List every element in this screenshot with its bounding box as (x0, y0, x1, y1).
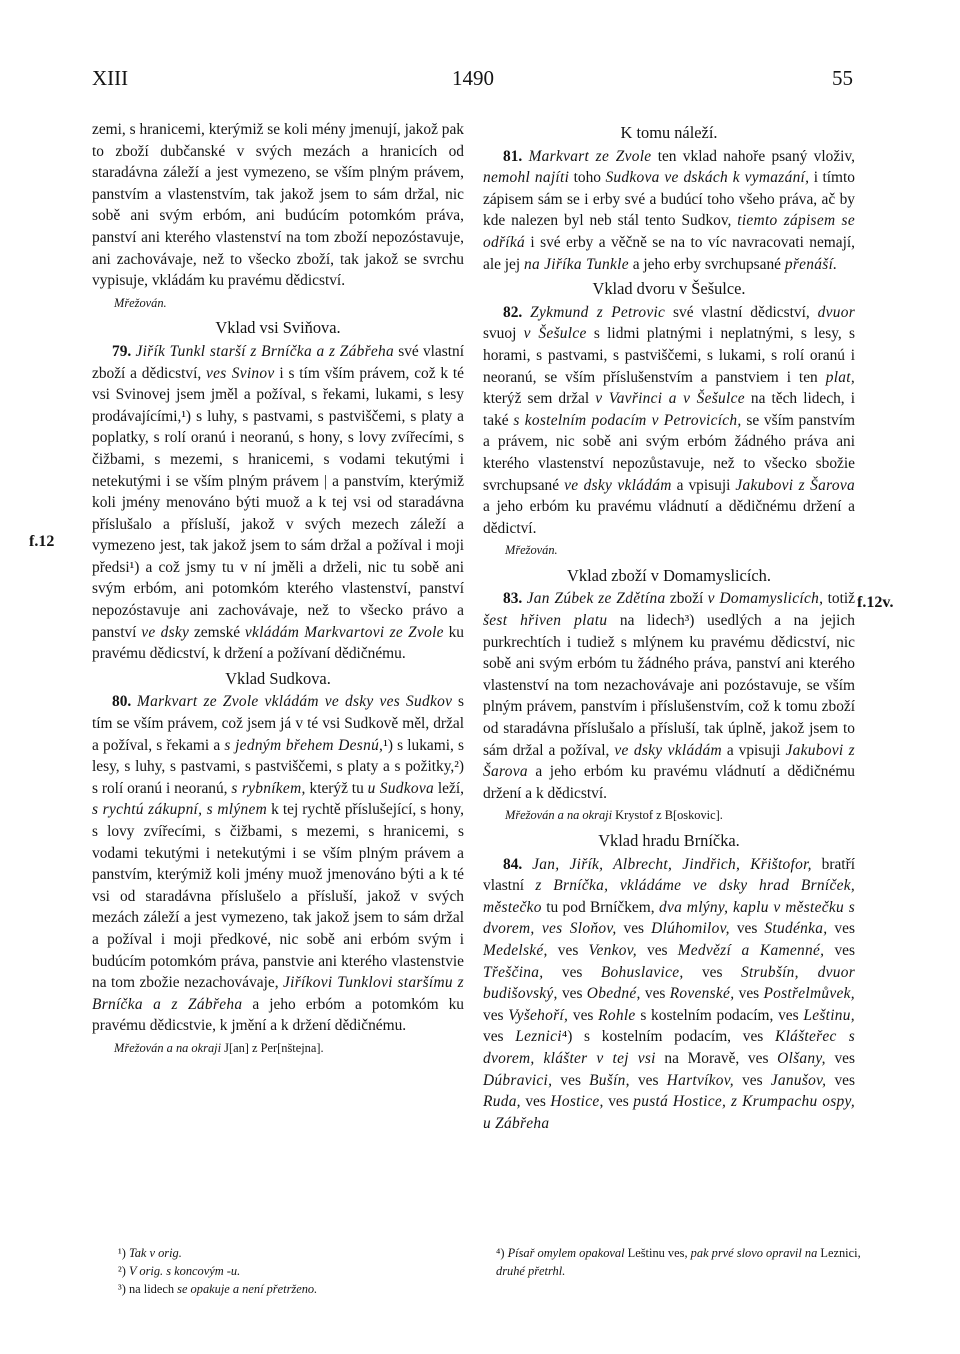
entry-80 (92, 691, 464, 1037)
entry-text: totiž (827, 590, 855, 608)
person-name: Markvart ze Zvole (528, 147, 652, 165)
entry-text: zemské (193, 623, 241, 641)
entry-text: i tímto zápisem sám se i erby své a budúcí toho všeho práva, ač by kde nalezen byl neb stál tento Sudkov, (483, 169, 855, 230)
person-name: Jakubovi z Šarova (483, 741, 855, 781)
place-name: Bušín, (589, 1071, 630, 1089)
person-name: Jan, Jiřík, Albrecht, Jindřich, Křištofor, (532, 855, 812, 873)
place-name: Medelské, (483, 941, 548, 959)
entry-text: na Moravě, ves (664, 1049, 769, 1067)
entry-text: ves (483, 1006, 504, 1024)
entry-text: ves (572, 1006, 594, 1024)
entry-text: a jeho erby svrchupsané (632, 255, 782, 273)
footnote-text: Leštinu ves, (627, 1246, 688, 1260)
entry-text: ves (525, 1093, 546, 1111)
entry-text: ves (834, 941, 855, 959)
footnote (118, 1244, 418, 1262)
entry-text: ¹) s lukami, s lesy, s luhy, s pastvami, s pastviščemi, s platy a s požitky,²) s rolí oranú i neoranú, (92, 736, 465, 797)
person-name: Jiřík Tunkl starší z Brníčka a z Zábřeha (135, 342, 395, 360)
place-name: Strubšín, dvuor budišovský, (483, 963, 855, 1003)
place-name: Leznici (515, 1028, 562, 1046)
emphasis: šest hřiven platu (483, 612, 608, 630)
footnote-text: Tak v orig. (128, 1246, 182, 1260)
place-name: Venkov, (588, 941, 637, 959)
entry-text: a jeho erbóm ku pravému vládnutí a dědičnému držení a dědictví. (483, 498, 855, 537)
entry-text: i s tím vším právem, což k té vsi Svinovej jsem jměl a požíval, s řekami, lukami, s lesy prodávajícími,¹) s luhy, s pastvami, s pastviščemi, s platy a poplatky, s rolí oranú i neoranú, s hony, s lovy zvířecími, s čižbami, s mezemi, s hranicemi, s vodami tekutými i netekutými i se vším plným právem (92, 364, 464, 490)
entry-text: i své erby a věčně se na to víc navracovati nemají, ale jej (483, 233, 855, 273)
footnote-text: na lidech (128, 1282, 175, 1296)
entry-number: 84. (503, 855, 523, 873)
entry-heading: K tomu náleží. (620, 123, 718, 142)
entry-text: ves (647, 941, 668, 959)
place-name: pustá Hostice, z Krumpachu ospy, u Zábřeha (483, 1093, 855, 1132)
entry-text: ves (561, 985, 583, 1003)
entry-text: ves (736, 920, 758, 938)
place-name: Třeščina, (483, 963, 544, 981)
entry-text: kterýž sem držal (483, 390, 590, 408)
entry-heading: Vklad zboží v Domamyslicích. (567, 565, 771, 585)
entry-text: a jeho erbóm a potomkóm ku pravému dědicstvie, k jmění a k držení dědičnému. (92, 995, 465, 1035)
emphasis: s kostelním podacím v Petrovicích, (513, 411, 742, 429)
entry-number: 83. (503, 590, 523, 608)
place-name: Bohuslavice, (600, 963, 684, 981)
entry-text: ves (560, 1071, 581, 1089)
entry-text: ves (608, 1093, 629, 1111)
entry-text: leží, (437, 779, 464, 797)
place-name: Dlúhomilov, (651, 920, 730, 938)
entry-text: a jeho erbóm ku pravému vládnutí a dědičnému držení a k dědicství. (483, 763, 855, 802)
footnote-mark: ³) (118, 1282, 126, 1296)
emphasis: dvuor (817, 303, 855, 321)
entry-82 (483, 302, 855, 540)
place-name: Vyšehoří, (508, 1006, 569, 1024)
entry-text: ves (834, 920, 855, 938)
emphasis: ve dsky (141, 623, 190, 641)
entry-text: a vpisuji (676, 476, 731, 494)
place-name: Postřelmůvek, (763, 985, 855, 1003)
folio-marker-left: f.12 (29, 533, 55, 550)
place-name: Medvězí a Kamenné, (677, 941, 825, 959)
entry-text: a panstvím, kterýmiž koli jmény menováno býti muož a k tej vsi od staradávna příslušalo a přísluší, jakož v svých mezech záleží a vymezeno jest, tak jakož jsem to sám držal a požíval i moji předsi¹) a což jsmy tu v ní jměli a drželi, nic tu sobě ani svým erbóm, ani potomkóm kterého vlastenství, panství nepozóstavuje ani zachovávaje, než to všecko právo a panství (92, 472, 464, 641)
annotation-text: Mřežován a na okraji (505, 808, 613, 823)
annotation-name: Krystof z B[oskovic]. (615, 808, 723, 823)
entry-heading: Vklad dvoru v Šešulce. (592, 279, 746, 299)
entry-text: ves (742, 1071, 763, 1089)
emphasis: z Brníčka, vkládáme ve dsky hrad Brníček, městečko (483, 877, 855, 916)
place-name: Obedné, (586, 985, 641, 1003)
entry-83 (483, 588, 855, 804)
entry-text: ves (701, 963, 723, 981)
entry-text: ⁴) s kostelním podacím, ves (561, 1028, 764, 1046)
entry-text: na lidech³) usedlých a na jejich purkrechtích i tudiež s mlýnem ku pravému dědicství, nic sobě ani svým erbóm tu žádného práva, panství ani kterého vlastenství na tom nezachovávaje ani pozóstavuje, se vším plným právem, panstvím i příslušenstvím, což k tomu zboží od staradávna příslušalo a přísluší, tak úplně, jakož jsem to sám držal a požíval, (483, 612, 855, 759)
entry-text: ves (483, 1028, 504, 1046)
footnote-mark: ²) (118, 1264, 126, 1278)
entry-text: ves (637, 1071, 659, 1089)
place-name: v Vavřinci a v Šešulce (595, 390, 745, 408)
emphasis: s rybníkem, (231, 779, 306, 797)
person-name: Jakubovi z Šarova (735, 476, 855, 494)
entry-text: svuoj (483, 325, 517, 343)
place-name: Rovenské, (669, 985, 735, 1003)
annotation: Mřežován. (114, 295, 167, 310)
entry-text: ves (644, 985, 666, 1003)
place-name: Olšany, (777, 1049, 826, 1067)
person-name: na Jiříka Tunkle (524, 255, 629, 273)
footnotes-left (118, 1244, 418, 1298)
entry-text: toho (573, 169, 601, 187)
footnote-mark: ¹) (118, 1246, 126, 1260)
place-name: Dúbravici, (483, 1071, 553, 1089)
emphasis: nemohl najíti (483, 169, 570, 187)
place-name: v Domamyslicích, (707, 590, 824, 608)
entry-text: na těch lidech, i také (483, 390, 855, 429)
entry-text: a vpisuji (726, 741, 781, 759)
entry-text: s tím se vším právem, což jsem já v té vsi Sudkově měl, držal a požíval, s řekami a (92, 693, 464, 754)
footnote-text: Písař omylem opakoval (507, 1246, 625, 1260)
place-name: Hartvíkov, (666, 1071, 734, 1089)
entry-text: své vlastní dědicství, (673, 303, 810, 321)
entry-78-continuation: zemi, s hranicemi, kterýmiž se koli mény jmenují, jakož pak to zboží dubčanské v svých mezách a hranicích od staradávna záleží a jest vymezeno, se vším plným právem, panstvím a vlastenstvím, tak jakož jsem to sám držal, nic sobě ani svým erbóm, ani budúcím potomkóm práva, panství ani kterého vlastenství na tom zboží nepozóstavuje, ani zachovávaje, než to všecko zboží, tak jakož se svrchu vypisuje, vkládám ku pravému dědicství. (92, 121, 464, 290)
entry-text: se vším panstvím a právem, nic sobě ani svým erbóm žádného práva ani kterého vlastenství nepozůstavuje, než to všecko sbožie svrchupsané (483, 411, 855, 494)
place-name: Rohle (598, 1006, 636, 1024)
emphasis: tiemto zápisem se odříká (483, 212, 855, 251)
annotation-text: Mřežován a na okraji (114, 1040, 222, 1055)
left-column (92, 119, 464, 1062)
entry-text: ves (834, 1071, 855, 1089)
emphasis: vkládám Markvartovi ze Zvole (244, 623, 444, 641)
entry-text: ten vklad nahoře psaný vloživ, (657, 147, 855, 165)
entry-81 (483, 146, 855, 276)
entry-text: s kostelním podacím, ves (640, 1006, 799, 1024)
folio-marker-right: f.12v. (857, 594, 894, 611)
entry-text: kterýž tu (309, 779, 364, 797)
footnote-mark: ⁴) (496, 1246, 505, 1260)
place-name: u Sudkova (367, 779, 435, 797)
annotation-name: J[an] z Per[nštejna]. (224, 1040, 324, 1055)
entry-heading: Vklad vsi Sviňova. (215, 318, 341, 338)
place-name: Janušov, (770, 1071, 827, 1089)
emphasis: dva mlýny, kaplu v městečku s dvorem, ves Sloňov, (483, 898, 855, 938)
entry-number: 81. (503, 147, 523, 165)
entry-79 (92, 341, 464, 665)
annotation (505, 805, 855, 827)
emphasis: s rychtú zákupní, s mlýnem (92, 801, 267, 819)
folio-break-mark: | (323, 472, 328, 490)
entry-number: 79. (112, 342, 132, 360)
footnote (496, 1244, 866, 1280)
emphasis: přenáší. (784, 255, 838, 273)
place-name: v Šešulce (523, 325, 587, 343)
emphasis: ve dsky vkládám (614, 741, 722, 759)
entry-text: ves (623, 920, 645, 938)
person-name: Zykmund z Petrovic (530, 303, 666, 321)
entry-heading: Vklad hradu Brníčka. (598, 831, 740, 850)
emphasis: plat, (825, 368, 855, 386)
entry-text: své vlastní zboží a dědicství, (92, 342, 464, 382)
footnote (118, 1280, 418, 1298)
header-year: 1490 (452, 66, 494, 90)
footnote-text: pak prvé slovo opravil na (690, 1246, 818, 1260)
footnote-text: V orig. s koncovým -u. (128, 1264, 241, 1278)
person-name: Jan Zúbek ze Zdětína (526, 590, 666, 608)
emphasis: s jedným břehem Desnú, (224, 736, 384, 754)
entry-text: bratří vlastní (483, 855, 855, 895)
place-name: Ruda, (483, 1093, 521, 1111)
emphasis: ve dsky vkládám (564, 476, 672, 494)
header-volume: XIII (92, 66, 129, 90)
entry-text: tu pod Brníčkem, (546, 898, 655, 916)
footnote-text: Leznici, (820, 1246, 861, 1260)
entry-text: ves (834, 1049, 855, 1067)
entry-text: ku pravému dědicství, k držení a požívaní dědičnému. (92, 623, 464, 663)
entry-heading: Vklad Sudkova. (225, 668, 331, 688)
place-name: Studénka, (764, 920, 828, 938)
entry-text: s lidmi platnými i neplatnými, s lesy, s horami, s pastvami, s pastviščemi, s lukami, s rolí oranú i neoranú, se vším příslušenstvím a panstviem i ten (483, 325, 855, 386)
place-name: ves Svinov (206, 364, 275, 382)
entry-text: ves (557, 941, 579, 959)
footnote-text: druhé přetrhl. (496, 1264, 566, 1278)
entry-number: 82. (503, 303, 523, 321)
entry-text: ves (738, 985, 760, 1003)
place-name: Leštinu, (803, 1006, 855, 1024)
footnotes-right (496, 1244, 866, 1280)
emphasis: Markvart ze Zvole vkládám ve dsky ves Sudkov (136, 693, 453, 711)
right-column (483, 119, 855, 1134)
emphasis: Sudkova ve dskách k vymazání, (605, 169, 810, 187)
footnote (118, 1262, 418, 1280)
entry-text: ves (561, 963, 583, 981)
place-name: Klášteřec s dvorem, klášter v tej vsi (483, 1028, 855, 1067)
person-name: Jiříkovi Tunklovi staršímu z Brníčka a z Zábřeha (92, 974, 464, 1013)
entry-number: 80. (112, 693, 132, 711)
entry-84 (483, 854, 855, 1135)
place-name: Hostice, (550, 1093, 604, 1111)
annotation (114, 1038, 464, 1060)
footnote-text: se opakuje a není přetrženo. (177, 1282, 318, 1296)
entry-text: k tej rychtě příslušející, s hony, s lovy zvířecími, s čižbami, s mezemi, s hranicemi, s vodami tekutými i netekutými i se vším plným právem a panstvím, kterýmiž koli jmény muož jmenováno býti a k té vsi od staradávna příslušelo a přísluší, jakož v svých mezách záleží a jest vymezeno, tak jakož jsem to sám držal a požíval i moji předkové, nic sobě ani erbóm svým i budúcím potomkóm práva, panstvie ani kterého vlastenstvie na tom zbožie nezachovávaje, (92, 801, 464, 992)
entry-text: zboží (669, 590, 704, 608)
header-page-number: 55 (832, 66, 853, 90)
annotation: Mřežován. (505, 543, 558, 558)
